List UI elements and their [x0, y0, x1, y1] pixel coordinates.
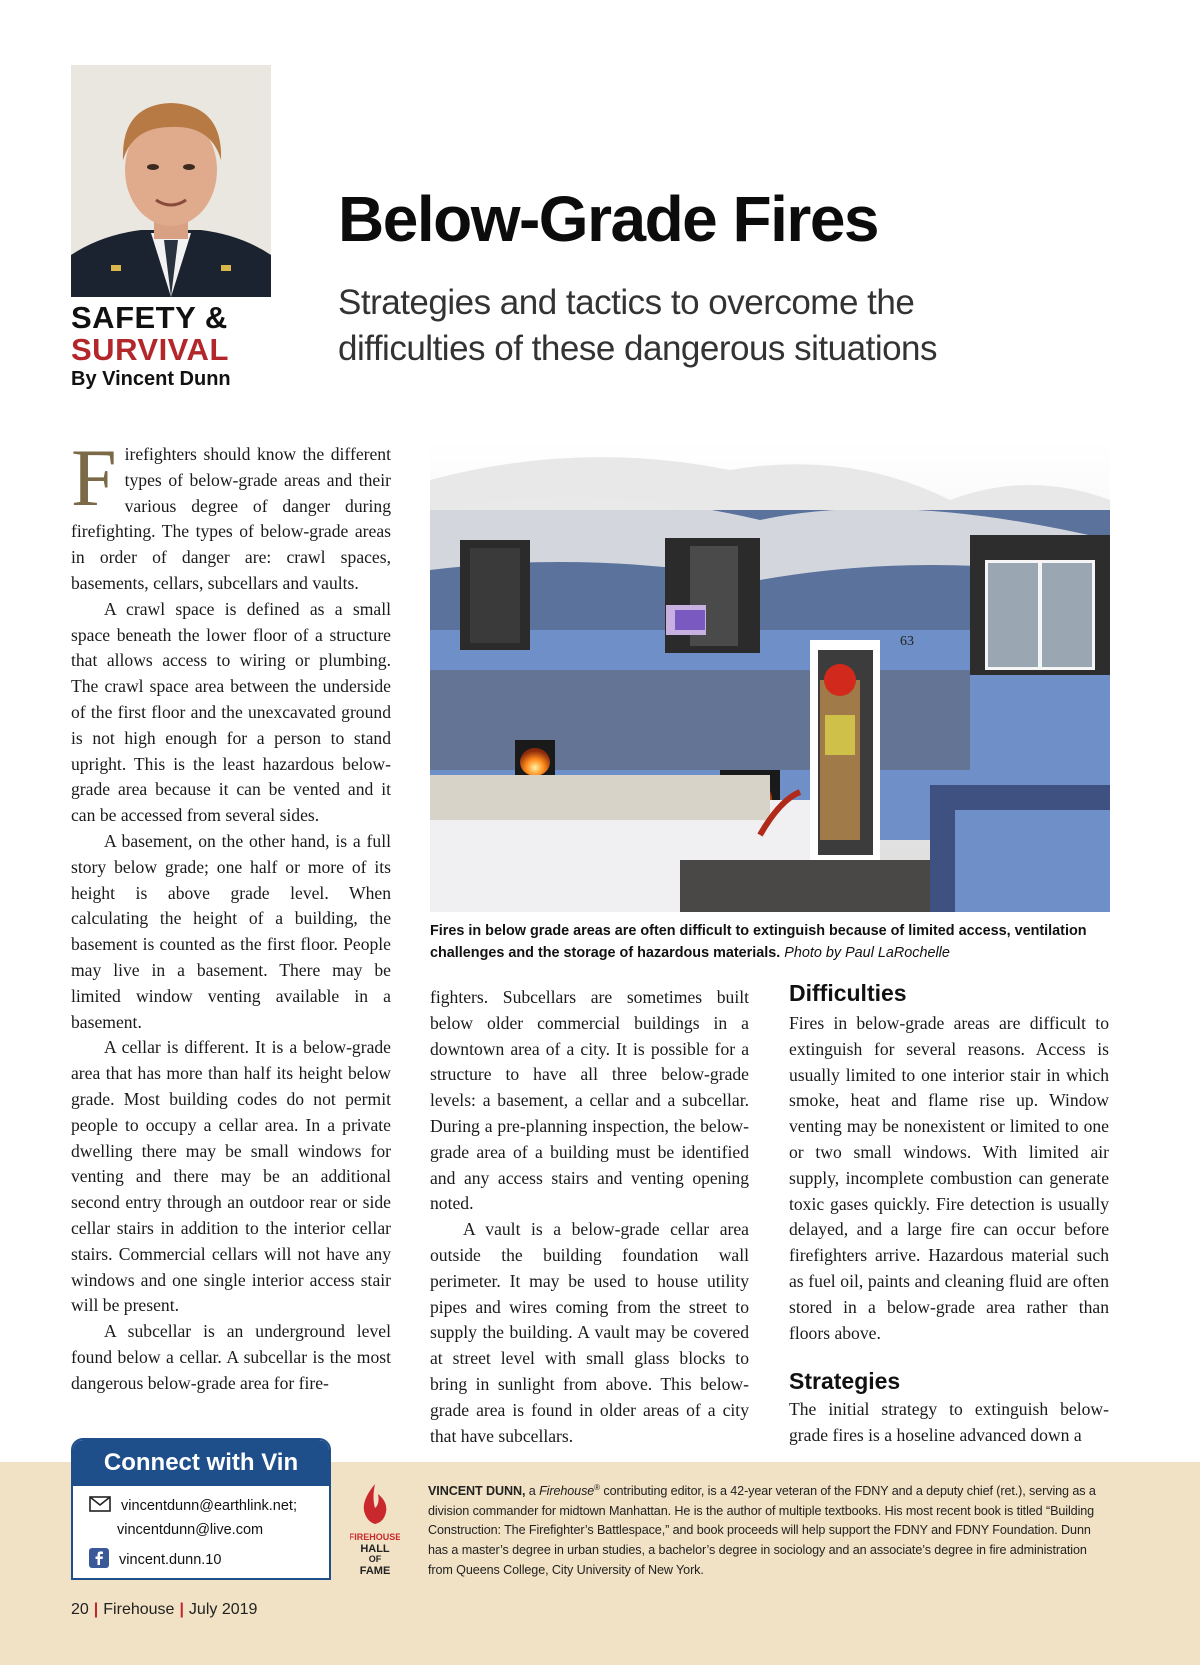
fire-photo: [430, 440, 1110, 912]
hof-line4: FAME: [359, 1565, 391, 1577]
column-name: [71, 302, 229, 366]
envelope-icon: [89, 1496, 111, 1516]
email-link-1[interactable]: vincentdunn@earthlink.net;: [121, 1497, 297, 1514]
page-number: 20: [71, 1601, 89, 1618]
folio-divider: |: [93, 1601, 99, 1618]
paragraph: A subcellar is an underground level found below a cellar. A subcellar is the most dangerous below-grade area for fire-: [71, 1321, 391, 1393]
author-bio: [428, 1478, 1113, 1580]
folio-issue: July 2019: [188, 1601, 258, 1618]
bio-magazine: Firehouse: [539, 1484, 595, 1499]
hof-line2: HALL: [360, 1543, 390, 1555]
bio-name: VINCENT DUNN,: [428, 1484, 526, 1499]
article-deck: Strategies and tactics to overcome the difficulties of these dangerous situations: [338, 283, 938, 368]
paragraph: The initial strategy to extinguish below-grade fires is a hoseline advanced down a: [789, 1399, 1109, 1445]
bio-text-a: a: [525, 1484, 540, 1499]
facebook-icon: [89, 1548, 109, 1572]
body-column-2: [430, 985, 749, 1449]
connect-title: Connect with Vin: [73, 1440, 329, 1486]
folio-divider: |: [179, 1601, 184, 1618]
byline: By Vincent Dunn: [71, 368, 231, 390]
caption-text: Fires in below grade areas are often difficult to extinguish because of limited access, ventilation challenges and the storage of hazardous materials.: [430, 923, 1087, 961]
column-name-line1: SAFETY &: [71, 300, 228, 335]
facebook-row: [89, 1548, 221, 1572]
paragraph: A crawl space is defined as a small space beneath the lower floor of a structure that allows access to wiring or plumbing. The crawl space area between the underside of the first floor and the unexcavated ground is not high enough for a person to stand upright. This is the least hazardous below-grade area because it can be vented and it can be accessed from several sides.: [71, 598, 391, 826]
subhead-strategies: Strategies: [789, 1368, 901, 1394]
column-name-line2: SURVIVAL: [71, 332, 229, 367]
folio-magazine: Firehouse: [103, 1601, 175, 1618]
hall-of-fame-logo: [350, 1482, 400, 1577]
email-row: [89, 1496, 297, 1516]
drop-cap: F: [71, 432, 117, 523]
paragraph: A vault is a below-grade cellar area outside the building foundation wall perimeter. It may be used to house utility pipes and wires coming from the street to supply the building. A vault may be covered at street level with small glass blocks to bring in sunlight from above. This below-grade area is found in older areas of a city that have subcellars.: [430, 1219, 749, 1446]
house-number: 63: [900, 634, 914, 649]
paragraph: irefighters should know the different types of below-grade areas and their various degree of danger during firefighting. The types of below-grade areas in order of danger are: crawl spaces, basements, cellars, subcellars and vaults.: [71, 444, 391, 593]
bio-text-b: contributing editor, is a 42-year veteran of the FDNY and a deputy chief (ret.), serving as a division commander for midtown Manhattan. He is the author of multiple textbooks. His most recent book is titled “Building Construction: The Firefighter’s Battlespace,” and book proceeds will help support the FDNY and FDNY Foundation. Dunn has a master’s degree in urban studies, a bachelor’s degree in sociology and an associate’s degree in fire administration from Queens College, City University of New York.: [428, 1484, 1096, 1577]
email-link-2[interactable]: vincentdunn@live.com: [117, 1522, 264, 1538]
bio-reg: ®: [594, 1483, 600, 1492]
facebook-link[interactable]: vincent.dunn.10: [119, 1551, 222, 1568]
paragraph: A basement, on the other hand, is a full story below grade; one half or more of its height is above grade level. When calculating the height of a building, the basement is counted as the first floor. People may live in a basement. There may be limited window venting available in a basement.: [71, 830, 391, 1032]
photo-caption: [430, 920, 1115, 964]
body-column-3b: [789, 1397, 1109, 1449]
article-title: Below-Grade Fires: [338, 183, 878, 255]
paragraph: fighters. Subcellars are sometimes built below older commercial buildings in a downtown area of a city. It is possible for a structure to have all three below-grade levels: a basement, a cellar and a subcellar. During a pre-planning inspection, the below-grade area of a building must be identified and any access stairs and venting opening noted.: [430, 987, 749, 1214]
author-portrait: [71, 65, 271, 297]
hof-line1: FIREHOUSE: [350, 1532, 400, 1542]
connect-box: [71, 1438, 331, 1580]
paragraph: A cellar is different. It is a below-grade area that has more than half its height below grade. Most building codes do not permit people to occupy a cellar area. In a private dwelling there may be small windows for venting and there may be an additional second entry through an outdoor rear or side cellar stairs in addition to the interior cellar stairs. Commercial cellars will not have any windows and one single interior access stair will be present.: [71, 1037, 391, 1316]
body-column-1: [71, 432, 391, 1396]
photo-credit: Photo by Paul LaRochelle: [784, 945, 950, 961]
hof-line3: OF: [368, 1554, 382, 1564]
body-column-3: [789, 1011, 1109, 1346]
paragraph: Fires in below-grade areas are difficult to extinguish for several reasons. Access is usually limited to one interior stair in which smoke, heat and flame rise up. Window venting may be nonexistent or limited to one or two small windows. With limited air supply, incomplete combustion can generate toxic gases quickly. Fire detection is usually delayed, and a large fire can occur before firefighters arrive. Hazardous material such as fuel oil, paints and cleaning fluid are often stored in a below-grade area rather than floors above.: [789, 1013, 1109, 1343]
page-folio: [71, 1601, 257, 1619]
subhead-difficulties: Difficulties: [789, 980, 907, 1006]
